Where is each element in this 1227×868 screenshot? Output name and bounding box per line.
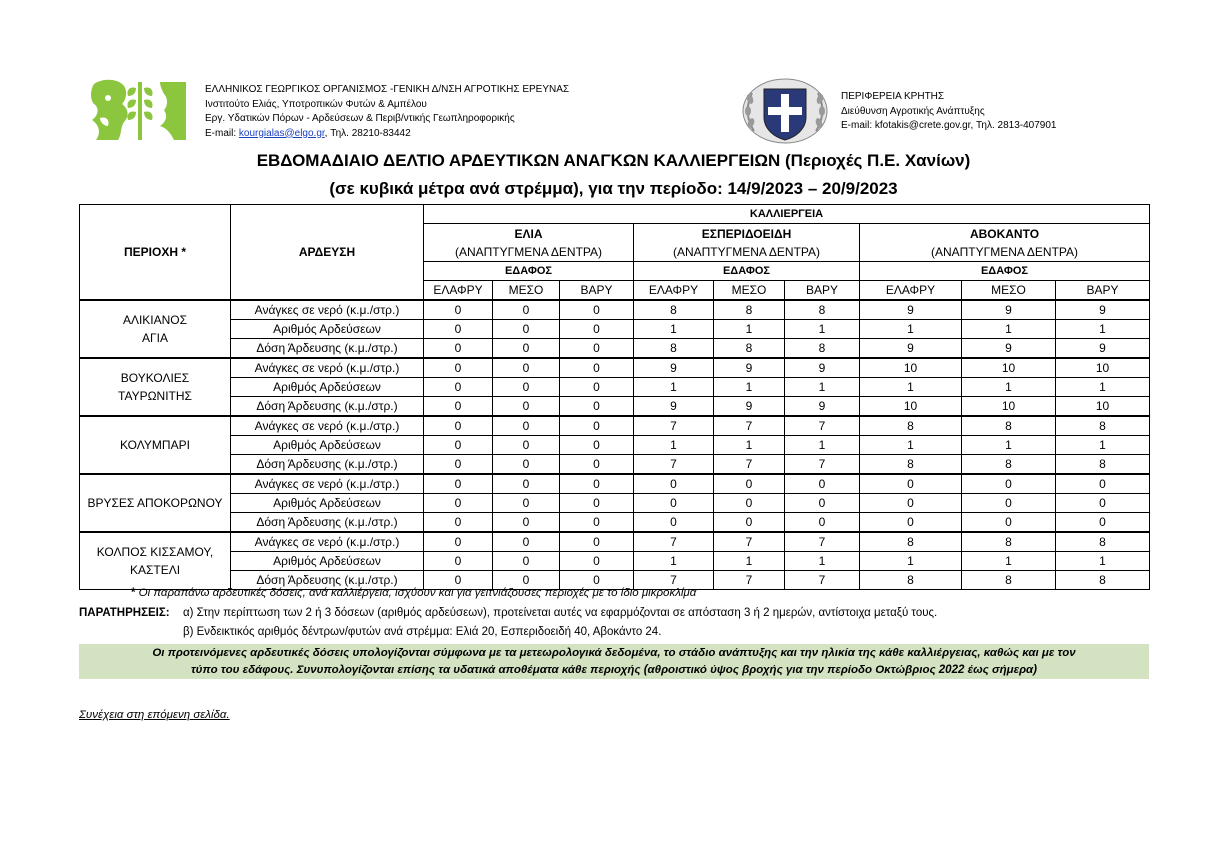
value-cell: 1 xyxy=(634,552,714,571)
value-cell: 1 xyxy=(785,436,860,455)
value-cell: 9 xyxy=(1056,300,1150,320)
value-cell: 1 xyxy=(1056,552,1150,571)
measure-label: Αριθμός Αρδεύσεων xyxy=(231,320,424,339)
table-row xyxy=(80,455,1150,475)
value-cell: 0 xyxy=(424,513,493,533)
crops-header: ΚΑΛΛΙΕΡΓΕΙΑ xyxy=(424,205,1150,224)
measure-label: Ανάγκες σε νερό (κ.μ./στρ.) xyxy=(231,532,424,552)
value-cell: 1 xyxy=(714,436,785,455)
value-cell: 0 xyxy=(1056,494,1150,513)
value-cell: 0 xyxy=(424,552,493,571)
soil-header: ΕΔΑΦΟΣ xyxy=(634,262,860,281)
value-cell: 8 xyxy=(714,300,785,320)
value-cell: 7 xyxy=(714,532,785,552)
value-cell: 8 xyxy=(860,455,962,475)
table-row xyxy=(80,436,1150,455)
value-cell: 1 xyxy=(860,320,962,339)
value-cell: 8 xyxy=(714,339,785,359)
value-cell: 9 xyxy=(860,300,962,320)
value-cell: 7 xyxy=(634,571,714,590)
measure-label: Ανάγκες σε νερό (κ.μ./στρ.) xyxy=(231,300,424,320)
irrigation-column-header: ΑΡΔΕΥΣΗ xyxy=(231,205,424,301)
measure-label: Δόση Άρδευσης (κ.μ./στρ.) xyxy=(231,513,424,533)
footnote xyxy=(131,587,696,599)
value-cell: 0 xyxy=(714,474,785,494)
value-cell: 1 xyxy=(634,378,714,397)
phone-text: , Τηλ. 28210-83442 xyxy=(324,127,411,139)
value-cell: 8 xyxy=(860,532,962,552)
measure-label: Αριθμός Αρδεύσεων xyxy=(231,552,424,571)
value-cell: 0 xyxy=(560,416,634,436)
value-cell: 1 xyxy=(785,320,860,339)
region-name-line: ΚΟΛΠΟΣ ΚΙΣΣΑΜΟΥ, xyxy=(96,545,214,559)
value-cell: 7 xyxy=(785,571,860,590)
value-cell: 9 xyxy=(1056,339,1150,359)
value-cell: 8 xyxy=(785,339,860,359)
value-cell: 0 xyxy=(493,532,560,552)
soil-type-header: ΕΛΑΦΡΥ xyxy=(424,281,493,301)
value-cell: 0 xyxy=(634,474,714,494)
value-cell: 1 xyxy=(1056,378,1150,397)
table-row xyxy=(80,378,1150,397)
value-cell: 0 xyxy=(424,339,493,359)
lab-name: Εργ. Υδατικών Πόρων - Αρδεύσεων & Περιβ/ντικής Γεωπληροφορικής xyxy=(205,113,515,124)
table-row xyxy=(80,474,1150,494)
table-row xyxy=(80,320,1150,339)
email-label: E-mail: xyxy=(205,127,239,139)
table-row xyxy=(80,494,1150,513)
value-cell: 9 xyxy=(962,339,1056,359)
value-cell: 1 xyxy=(1056,320,1150,339)
value-cell: 0 xyxy=(493,358,560,378)
soil-type-header: ΜΕΣΟ xyxy=(962,281,1056,301)
page-title: ΕΒΔΟΜΑΔΙΑΙΟ ΔΕΛΤΙΟ ΑΡΔΕΥΤΙΚΩΝ ΑΝΑΓΚΩΝ ΚΑΛΛΙΕΡΓΕΙΩΝ (Περιοχές Π.Ε. Χανίων) xyxy=(256,151,971,170)
value-cell: 0 xyxy=(424,436,493,455)
measure-label: Ανάγκες σε νερό (κ.μ./στρ.) xyxy=(231,358,424,378)
value-cell: 0 xyxy=(634,513,714,533)
value-cell: 0 xyxy=(424,358,493,378)
value-cell: 10 xyxy=(1056,397,1150,417)
remark-b: β) Ενδεικτικός αριθμός δέντρων/φυτών ανά στρέμμα: Ελιά 20, Εσπεριδοειδή 40, Αβοκάντο 24. xyxy=(183,626,662,638)
crop-header xyxy=(424,224,634,262)
region-name-line: ΚΟΛΥΜΠΑΡΙ xyxy=(120,438,190,452)
value-cell: 9 xyxy=(962,300,1056,320)
value-cell: 0 xyxy=(493,397,560,417)
value-cell: 0 xyxy=(860,474,962,494)
value-cell: 10 xyxy=(1056,358,1150,378)
value-cell: 1 xyxy=(962,320,1056,339)
continue-note: Συνέχεια στη επόμενη σελίδα. xyxy=(79,709,230,721)
crop-name: ΕΣΠΕΡΙΔΟΕΙΔΗ xyxy=(701,226,792,241)
notice-box xyxy=(79,644,1149,679)
footnote-text: Οι παραπάνω αρδευτικές δόσεις, ανά καλλιέργεια, ισχύουν και για γειτνιάζουσες περιοχές με το ίδιο μικροκλίμα xyxy=(135,587,697,599)
measure-label: Αριθμός Αρδεύσεων xyxy=(231,436,424,455)
value-cell: 1 xyxy=(860,436,962,455)
soil-header: ΕΔΑΦΟΣ xyxy=(860,262,1150,281)
region-name xyxy=(80,532,231,590)
value-cell: 0 xyxy=(424,474,493,494)
value-cell: 0 xyxy=(1056,513,1150,533)
value-cell: 0 xyxy=(962,494,1056,513)
value-cell: 0 xyxy=(560,455,634,475)
region-name xyxy=(80,416,231,474)
region-contact: E-mail: kfotakis@crete.gov.gr, Τηλ. 2813-407901 xyxy=(841,120,1057,131)
value-cell: 0 xyxy=(424,397,493,417)
value-cell: 0 xyxy=(560,494,634,513)
value-cell: 0 xyxy=(424,494,493,513)
header-left xyxy=(205,83,569,141)
measure-label: Ανάγκες σε νερό (κ.μ./στρ.) xyxy=(231,416,424,436)
crop-name: ΕΛΙΑ xyxy=(514,226,543,241)
value-cell: 8 xyxy=(1056,455,1150,475)
value-cell: 7 xyxy=(785,455,860,475)
value-cell: 0 xyxy=(424,455,493,475)
value-cell: 10 xyxy=(860,358,962,378)
contact-line xyxy=(205,127,569,142)
crop-header xyxy=(860,224,1150,262)
value-cell: 0 xyxy=(860,513,962,533)
measure-label: Ανάγκες σε νερό (κ.μ./στρ.) xyxy=(231,474,424,494)
measure-label: Δόση Άρδευσης (κ.μ./στρ.) xyxy=(231,339,424,359)
value-cell: 0 xyxy=(560,320,634,339)
header-right xyxy=(841,90,1056,134)
soil-type-header: ΒΑΡΥ xyxy=(1056,281,1150,301)
value-cell: 8 xyxy=(860,571,962,590)
region-name: ΠΕΡΙΦΕΡΕΙΑ ΚΡΗΤΗΣ xyxy=(841,91,945,102)
value-cell: 0 xyxy=(424,378,493,397)
value-cell: 8 xyxy=(1056,532,1150,552)
value-cell: 0 xyxy=(860,494,962,513)
value-cell: 1 xyxy=(714,320,785,339)
value-cell: 0 xyxy=(493,455,560,475)
value-cell: 7 xyxy=(785,532,860,552)
value-cell: 1 xyxy=(860,378,962,397)
directorate-name: Διεύθυνση Αγροτικής Ανάπτυξης xyxy=(841,105,985,117)
value-cell: 0 xyxy=(560,513,634,533)
soil-type-header: ΜΕΣΟ xyxy=(493,281,560,301)
value-cell: 7 xyxy=(634,416,714,436)
value-cell: 10 xyxy=(962,397,1056,417)
value-cell: 0 xyxy=(493,339,560,359)
value-cell: 8 xyxy=(860,416,962,436)
value-cell: 10 xyxy=(860,397,962,417)
value-cell: 7 xyxy=(714,455,785,475)
value-cell: 0 xyxy=(634,494,714,513)
value-cell: 0 xyxy=(560,436,634,455)
institute-name: Ινστιτούτο Ελιάς, Υποτροπικών Φυτών & Αμπέλου xyxy=(205,98,427,110)
elgo-logo-icon xyxy=(88,78,188,142)
value-cell: 8 xyxy=(634,339,714,359)
footnote-star: * xyxy=(131,587,136,599)
crop-header xyxy=(634,224,860,262)
region-name xyxy=(80,474,231,532)
value-cell: 1 xyxy=(634,436,714,455)
value-cell: 7 xyxy=(714,571,785,590)
value-cell: 1 xyxy=(962,552,1056,571)
value-cell: 8 xyxy=(962,532,1056,552)
hellenic-republic-seal-icon xyxy=(740,77,830,145)
value-cell: 9 xyxy=(860,339,962,359)
measure-label: Δόση Άρδευσης (κ.μ./στρ.) xyxy=(231,455,424,475)
value-cell: 0 xyxy=(560,552,634,571)
value-cell: 9 xyxy=(634,358,714,378)
value-cell: 7 xyxy=(634,455,714,475)
value-cell: 0 xyxy=(493,571,560,590)
value-cell: 1 xyxy=(714,552,785,571)
table-row xyxy=(80,300,1150,320)
region-name-line: ΚΑΣΤΕΛΙ xyxy=(129,563,181,577)
value-cell: 1 xyxy=(714,378,785,397)
region-name-line: ΒΡΥΣΕΣ ΑΠΟΚΟΡΩΝΟΥ xyxy=(87,496,223,510)
value-cell: 8 xyxy=(962,416,1056,436)
value-cell: 0 xyxy=(424,571,493,590)
soil-header: ΕΔΑΦΟΣ xyxy=(424,262,634,281)
value-cell: 0 xyxy=(493,320,560,339)
remark-a: α) Στην περίπτωση των 2 ή 3 δόσεων (αριθμός αρδεύσεων), προτείνεται αυτές να εφαρμόζονται σε απόσταση 3 ή 2 ημερών, αντίστοιχα μεταξύ τους. xyxy=(183,607,938,619)
table-row xyxy=(80,552,1150,571)
value-cell: 0 xyxy=(785,494,860,513)
value-cell: 0 xyxy=(714,494,785,513)
value-cell: 0 xyxy=(424,532,493,552)
region-name-line: ΒΟΥΚΟΛΙΕΣ xyxy=(120,371,190,385)
table-row xyxy=(80,339,1150,359)
org-name: ΕΛΛΗΝΙΚΟΣ ΓΕΩΡΓΙΚΟΣ ΟΡΓΑΝΙΣΜΟΣ -ΓΕΝΙΚΗ Δ/ΝΣΗ ΑΓΡΟΤΙΚΗΣ ΕΡΕΥΝΑΣ xyxy=(205,84,570,95)
page-subtitle: (σε κυβικά μέτρα ανά στρέμμα), για την περίοδο: 14/9/2023 – 20/9/2023 xyxy=(329,179,898,198)
value-cell: 0 xyxy=(493,436,560,455)
value-cell: 7 xyxy=(634,532,714,552)
region-name-line: ΑΓΙΑ xyxy=(142,331,168,345)
soil-type-header: ΒΑΡΥ xyxy=(785,281,860,301)
value-cell: 8 xyxy=(634,300,714,320)
value-cell: 0 xyxy=(493,552,560,571)
measure-label: Αριθμός Αρδεύσεων xyxy=(231,494,424,513)
value-cell: 0 xyxy=(493,300,560,320)
value-cell: 0 xyxy=(493,378,560,397)
value-cell: 0 xyxy=(560,378,634,397)
value-cell: 1 xyxy=(634,320,714,339)
value-cell: 0 xyxy=(1056,474,1150,494)
value-cell: 0 xyxy=(493,474,560,494)
value-cell: 0 xyxy=(424,320,493,339)
value-cell: 0 xyxy=(714,513,785,533)
measure-label: Δόση Άρδευσης (κ.μ./στρ.) xyxy=(231,397,424,417)
value-cell: 0 xyxy=(560,474,634,494)
soil-type-header: ΕΛΑΦΡΥ xyxy=(634,281,714,301)
region-name xyxy=(80,300,231,358)
crop-subtitle: (ΑΝΑΠΤΥΓΜΕΝΑ ΔΕΝΤΡΑ) xyxy=(454,244,603,259)
table-row xyxy=(80,358,1150,378)
value-cell: 0 xyxy=(962,474,1056,494)
region-name xyxy=(80,358,231,416)
value-cell: 0 xyxy=(560,397,634,417)
table-row xyxy=(80,416,1150,436)
value-cell: 0 xyxy=(785,474,860,494)
value-cell: 0 xyxy=(493,416,560,436)
value-cell: 0 xyxy=(785,513,860,533)
value-cell: 8 xyxy=(1056,416,1150,436)
measure-label: Δόση Άρδευσης (κ.μ./στρ.) xyxy=(231,571,424,590)
value-cell: 10 xyxy=(962,358,1056,378)
table-row xyxy=(80,513,1150,533)
value-cell: 0 xyxy=(962,513,1056,533)
value-cell: 0 xyxy=(560,532,634,552)
value-cell: 0 xyxy=(493,513,560,533)
value-cell: 8 xyxy=(785,300,860,320)
value-cell: 8 xyxy=(1056,571,1150,590)
value-cell: 0 xyxy=(560,339,634,359)
value-cell: 0 xyxy=(424,416,493,436)
soil-type-header: ΕΛΑΦΡΥ xyxy=(860,281,962,301)
soil-type-header: ΒΑΡΥ xyxy=(560,281,634,301)
email-link[interactable]: kourgialas@elgo.gr xyxy=(238,127,325,139)
remarks-label: ΠΑΡΑΤΗΡΗΣΕΙΣ: xyxy=(79,607,170,619)
value-cell: 7 xyxy=(714,416,785,436)
value-cell: 9 xyxy=(714,397,785,417)
value-cell: 9 xyxy=(785,358,860,378)
region-column-header: ΠΕΡΙΟΧΗ * xyxy=(80,205,231,301)
value-cell: 1 xyxy=(962,378,1056,397)
value-cell: 7 xyxy=(785,416,860,436)
value-cell: 1 xyxy=(860,552,962,571)
notice-line: Οι προτεινόμενες αρδευτικές δόσεις υπολογίζονται σύμφωνα με τα μετεωρολογικά δεδομένα, το στάδιο ανάπτυξης και την ηλικία της κάθε καλλιέργειας, καθώς και με τον xyxy=(152,647,1076,659)
value-cell: 0 xyxy=(560,300,634,320)
value-cell: 8 xyxy=(962,455,1056,475)
value-cell: 9 xyxy=(634,397,714,417)
irrigation-table xyxy=(79,204,1150,590)
measure-label: Αριθμός Αρδεύσεων xyxy=(231,378,424,397)
table-row xyxy=(80,532,1150,552)
value-cell: 0 xyxy=(560,358,634,378)
value-cell: 8 xyxy=(962,571,1056,590)
value-cell: 1 xyxy=(962,436,1056,455)
value-cell: 1 xyxy=(785,552,860,571)
notice-line: τύπο του εδάφους. Συνυπολογίζονται επίσης τα υδατικά αποθέματα κάθε περιοχής (αθροιστικό ύψος βροχής για την περίοδο Οκτώβριος 2022 έως σήμερα) xyxy=(190,664,1037,676)
region-name-line: ΑΛΙΚΙΑΝΟΣ xyxy=(122,313,188,327)
value-cell: 0 xyxy=(493,494,560,513)
value-cell: 0 xyxy=(560,571,634,590)
value-cell: 0 xyxy=(424,300,493,320)
table-row xyxy=(80,397,1150,417)
region-name-line: ΤΑΥΡΩΝΙΤΗΣ xyxy=(118,389,192,403)
crop-subtitle: (ΑΝΑΠΤΥΓΜΕΝΑ ΔΕΝΤΡΑ) xyxy=(930,244,1079,259)
crop-subtitle: (ΑΝΑΠΤΥΓΜΕΝΑ ΔΕΝΤΡΑ) xyxy=(672,244,821,259)
value-cell: 1 xyxy=(1056,436,1150,455)
value-cell: 9 xyxy=(714,358,785,378)
crop-name: ΑΒΟΚΑΝΤΟ xyxy=(969,226,1040,241)
value-cell: 9 xyxy=(785,397,860,417)
soil-type-header: ΜΕΣΟ xyxy=(714,281,785,301)
value-cell: 1 xyxy=(785,378,860,397)
